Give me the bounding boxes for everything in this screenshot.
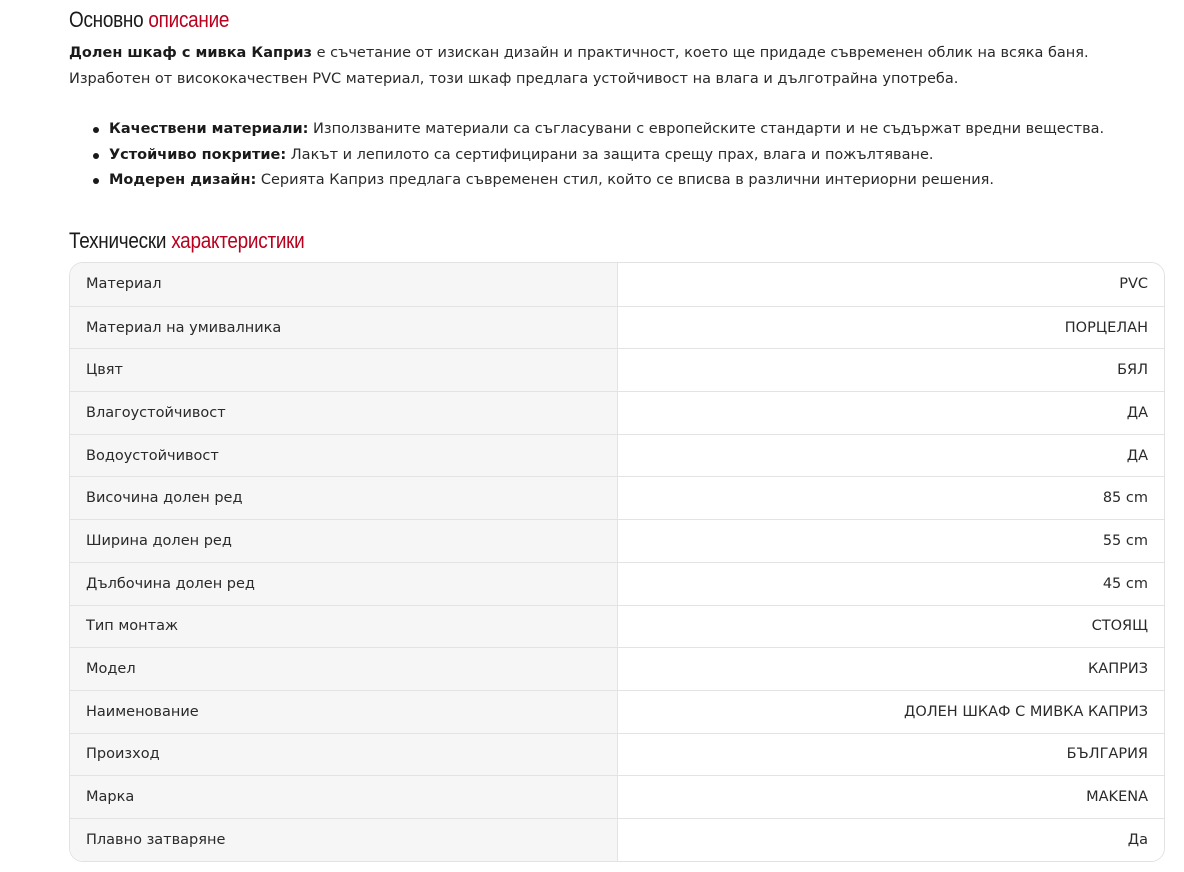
spec-row: [70, 348, 1164, 391]
description-heading-main: Основно: [69, 7, 144, 32]
intro-product-name: Долен шкаф с мивка Каприз: [69, 45, 312, 61]
spec-label: Произход: [70, 734, 618, 776]
spec-row: [70, 263, 1164, 306]
feature-text: Серията Каприз предлага съвременен стил, който се вписва в различни интериорни решения.: [256, 172, 995, 188]
spec-row: [70, 818, 1164, 861]
specs-heading: [69, 226, 304, 256]
spec-label: Ширина долен ред: [70, 520, 618, 562]
spec-value: 45 cm: [618, 563, 1164, 605]
spec-row: [70, 306, 1164, 349]
feature-text: Използваните материали са съгласувани с европейските стандарти и не съдържат вредни вещества.: [308, 121, 1105, 137]
spec-label: Водоустойчивост: [70, 435, 618, 477]
specs-heading-main: Технически: [69, 228, 167, 253]
spec-value: СТОЯЩ: [618, 606, 1164, 648]
feature-title: Качествени материали:: [109, 121, 309, 137]
spec-value: PVC: [618, 263, 1164, 306]
feature-item: [109, 117, 1104, 143]
spec-row: [70, 690, 1164, 733]
spec-value: ПОРЦЕЛАН: [618, 307, 1164, 349]
spec-row: [70, 519, 1164, 562]
spec-value: 55 cm: [618, 520, 1164, 562]
spec-row: [70, 391, 1164, 434]
feature-item: [109, 168, 1104, 194]
spec-value: Да: [618, 819, 1164, 861]
spec-row: [70, 605, 1164, 648]
spec-label: Наименование: [70, 691, 618, 733]
feature-title: Устойчиво покритие:: [109, 146, 287, 163]
specs-heading-accent: характеристики: [171, 228, 305, 253]
spec-row: [70, 562, 1164, 605]
description-heading: [69, 5, 229, 35]
spec-row: [70, 647, 1164, 690]
specs-table: [69, 262, 1165, 862]
spec-label: Цвят: [70, 349, 618, 391]
feature-item: [109, 143, 1104, 169]
spec-label: Модел: [70, 648, 618, 690]
spec-value: ДА: [618, 392, 1164, 434]
description-intro: [69, 40, 1165, 92]
spec-value: КАПРИЗ: [618, 648, 1164, 690]
spec-value: БЯЛ: [618, 349, 1164, 391]
feature-text: Лакът и лепилото са сертифицирани за защита срещу прах, влага и пожълтяване.: [286, 146, 934, 163]
spec-row: [70, 775, 1164, 818]
spec-label: Дълбочина долен ред: [70, 563, 618, 605]
feature-list: [69, 117, 1104, 194]
spec-row: [70, 434, 1164, 477]
intro-text: е съчетание от изискан дизайн и практичност, което ще придаде съвременен облик на всяка баня. Изработен от висококачествен PVC материал, този шкаф предлага устойчивост на влага и дълготрайна употреба.: [69, 45, 1089, 87]
spec-value: ДА: [618, 435, 1164, 477]
spec-value: MAKENA: [618, 776, 1164, 818]
spec-label: Материал на умивалника: [70, 307, 618, 349]
spec-label: Материал: [70, 263, 618, 306]
spec-label: Височина долен ред: [70, 477, 618, 519]
spec-value: БЪЛГАРИЯ: [618, 734, 1164, 776]
spec-label: Тип монтаж: [70, 606, 618, 648]
spec-label: Влагоустойчивост: [70, 392, 618, 434]
spec-row: [70, 733, 1164, 776]
spec-value: ДОЛЕН ШКАФ С МИВКА КАПРИЗ: [618, 691, 1164, 733]
feature-title: Модерен дизайн:: [109, 172, 257, 188]
spec-value: 85 cm: [618, 477, 1164, 519]
spec-label: Плавно затваряне: [70, 819, 618, 861]
description-heading-accent: описание: [148, 7, 230, 32]
spec-label: Марка: [70, 776, 618, 818]
spec-row: [70, 476, 1164, 519]
